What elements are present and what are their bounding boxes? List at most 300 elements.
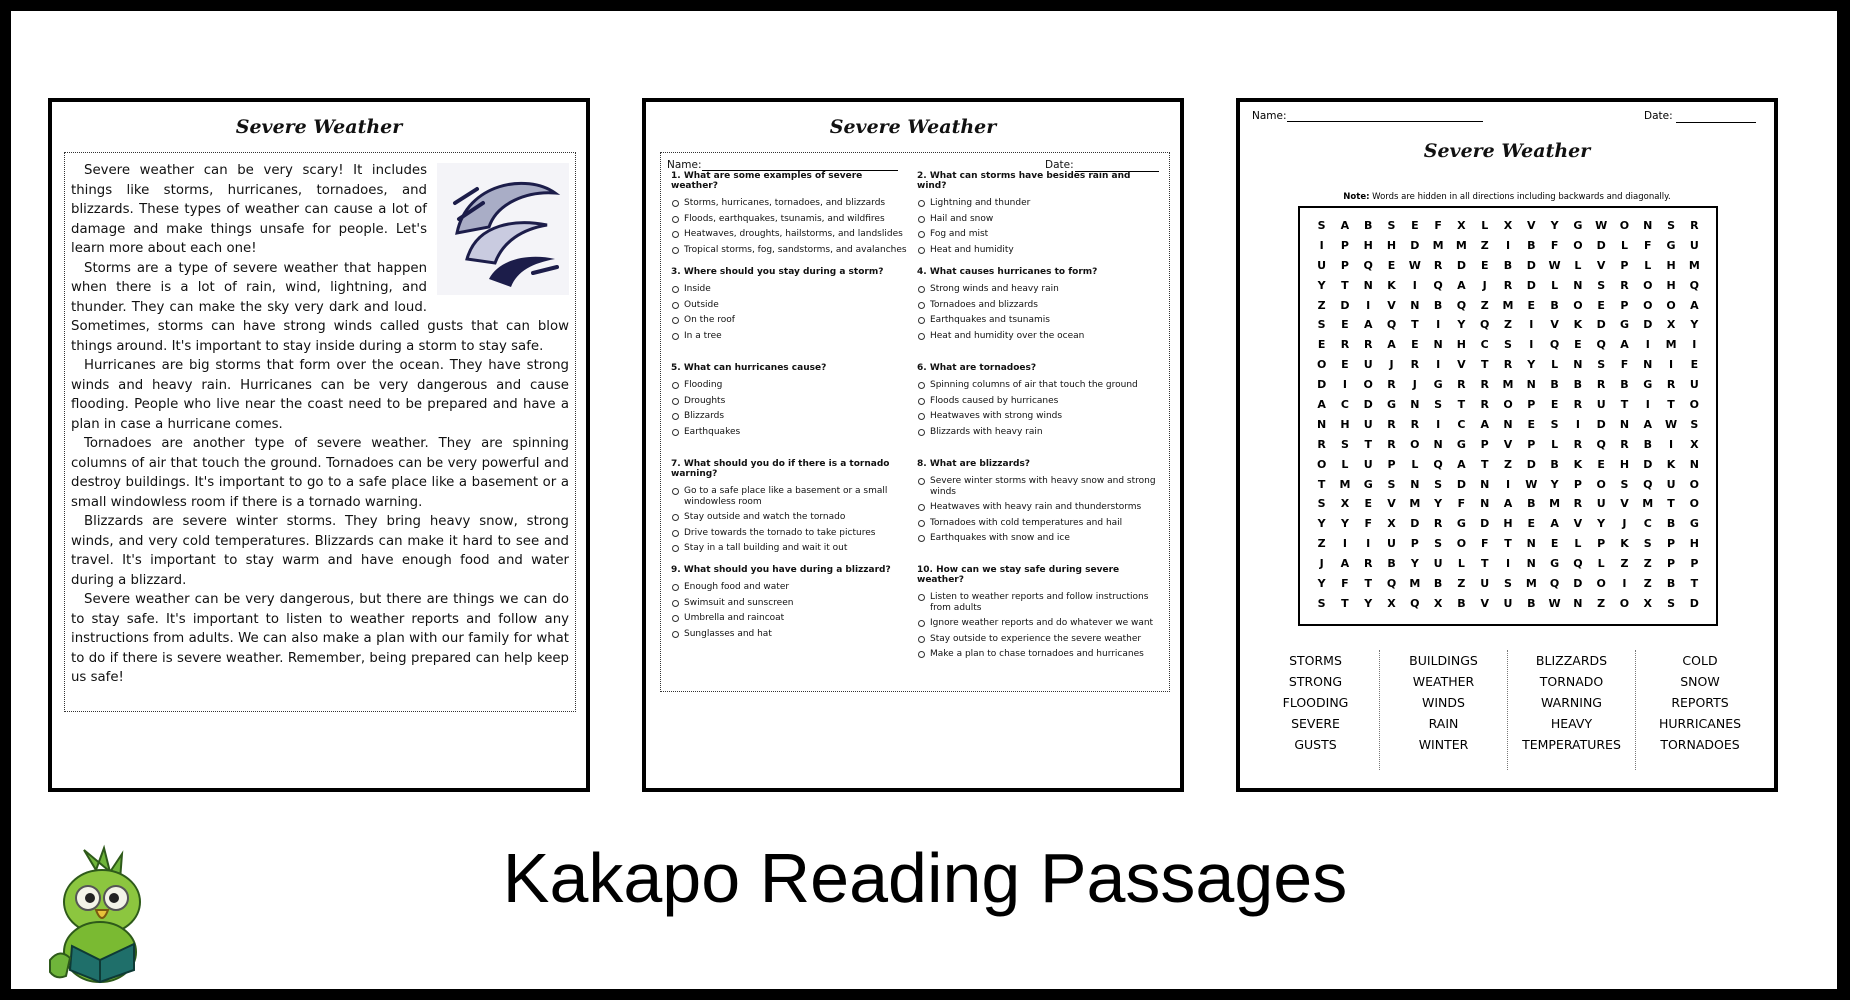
grid-letter[interactable]: E: [1527, 298, 1536, 312]
grid-letter[interactable]: H: [1619, 457, 1630, 471]
grid-letter[interactable]: I: [1412, 278, 1417, 292]
name-line[interactable]: [1287, 121, 1483, 122]
grid-letter[interactable]: F: [1480, 537, 1489, 551]
grid-letter[interactable]: Y: [1690, 318, 1699, 332]
grid-letter[interactable]: R: [1596, 378, 1606, 392]
grid-letter[interactable]: S: [1317, 318, 1326, 332]
grid-letter[interactable]: Y: [1457, 318, 1466, 332]
grid-letter[interactable]: T: [1480, 557, 1489, 571]
grid-letter[interactable]: H: [1386, 238, 1397, 252]
grid-letter[interactable]: L: [1551, 437, 1559, 451]
grid-letter[interactable]: P: [1527, 437, 1536, 451]
grid-letter[interactable]: N: [1526, 537, 1536, 551]
answer-option[interactable]: Make a plan to chase tornadoes and hurricanes: [917, 649, 1157, 660]
grid-letter[interactable]: W: [1525, 477, 1538, 491]
grid-letter[interactable]: M: [1688, 258, 1700, 272]
grid-letter[interactable]: R: [1573, 398, 1583, 412]
grid-letter[interactable]: A: [1317, 398, 1326, 412]
grid-letter[interactable]: U: [1363, 417, 1373, 431]
grid-letter[interactable]: Q: [1433, 457, 1443, 471]
grid-letter[interactable]: Y: [1364, 596, 1373, 610]
grid-letter[interactable]: S: [1643, 537, 1652, 551]
grid-letter[interactable]: I: [1645, 338, 1650, 352]
grid-letter[interactable]: U: [1363, 358, 1373, 372]
grid-letter[interactable]: G: [1573, 219, 1583, 232]
grid-letter[interactable]: V: [1527, 219, 1536, 232]
grid-letter[interactable]: Q: [1456, 298, 1467, 312]
grid-letter[interactable]: I: [1319, 238, 1324, 252]
grid-letter[interactable]: K: [1573, 318, 1583, 332]
grid-letter[interactable]: M: [1339, 477, 1351, 491]
grid-letter[interactable]: Q: [1643, 477, 1653, 491]
answer-option[interactable]: Listen to weather reports and follow instructions from adults: [917, 592, 1157, 613]
grid-letter[interactable]: B: [1527, 238, 1536, 252]
grid-letter[interactable]: A: [1457, 457, 1466, 471]
grid-letter[interactable]: O: [1573, 298, 1583, 312]
grid-letter[interactable]: O: [1689, 477, 1700, 491]
grid-letter[interactable]: P: [1620, 298, 1629, 312]
grid-letter[interactable]: Z: [1317, 298, 1326, 312]
grid-letter[interactable]: B: [1550, 457, 1559, 471]
grid-letter[interactable]: F: [1434, 219, 1442, 232]
grid-letter[interactable]: D: [1573, 577, 1583, 591]
answer-option[interactable]: Inside: [671, 284, 911, 295]
grid-letter[interactable]: G: [1643, 378, 1653, 392]
grid-letter[interactable]: D: [1643, 318, 1653, 332]
grid-letter[interactable]: M: [1455, 238, 1467, 252]
grid-letter[interactable]: E: [1364, 497, 1372, 511]
grid-letter[interactable]: A: [1387, 338, 1396, 352]
answer-option[interactable]: Severe winter storms with heavy snow and strong winds: [917, 476, 1157, 497]
grid-letter[interactable]: O: [1689, 398, 1700, 412]
answer-option[interactable]: In a tree: [671, 331, 911, 342]
grid-letter[interactable]: X: [1457, 219, 1466, 232]
grid-letter[interactable]: H: [1340, 417, 1350, 431]
grid-letter[interactable]: N: [1410, 398, 1420, 412]
grid-letter[interactable]: X: [1503, 219, 1513, 232]
grid-letter[interactable]: I: [1505, 557, 1511, 571]
grid-letter[interactable]: X: [1433, 596, 1443, 610]
grid-letter[interactable]: O: [1596, 577, 1606, 591]
grid-letter[interactable]: V: [1596, 258, 1606, 272]
grid-letter[interactable]: N: [1433, 338, 1443, 352]
grid-letter[interactable]: E: [1411, 219, 1419, 232]
grid-letter[interactable]: V: [1387, 298, 1396, 312]
answer-option[interactable]: Floods, earthquakes, tsunamis, and wildfires: [671, 214, 911, 225]
grid-letter[interactable]: C: [1643, 517, 1652, 531]
grid-letter[interactable]: I: [1622, 577, 1627, 591]
grid-letter[interactable]: E: [1527, 417, 1536, 431]
grid-letter[interactable]: U: [1666, 477, 1676, 491]
grid-letter[interactable]: X: [1387, 517, 1396, 531]
grid-letter[interactable]: S: [1620, 477, 1629, 491]
grid-letter[interactable]: T: [1364, 437, 1372, 451]
grid-letter[interactable]: Y: [1550, 477, 1559, 491]
grid-letter[interactable]: X: [1666, 318, 1676, 332]
grid-letter[interactable]: O: [1363, 378, 1373, 392]
grid-letter[interactable]: R: [1690, 219, 1699, 232]
grid-letter[interactable]: K: [1620, 537, 1629, 551]
grid-letter[interactable]: F: [1620, 358, 1629, 372]
grid-letter[interactable]: B: [1527, 497, 1536, 511]
grid-letter[interactable]: R: [1387, 378, 1396, 392]
grid-letter[interactable]: V: [1620, 497, 1629, 511]
grid-letter[interactable]: M: [1409, 577, 1421, 591]
grid-letter[interactable]: B: [1573, 378, 1583, 392]
grid-letter[interactable]: G: [1689, 517, 1699, 531]
grid-letter[interactable]: P: [1620, 258, 1629, 272]
grid-letter[interactable]: Q: [1596, 338, 1606, 352]
grid-letter[interactable]: Z: [1643, 577, 1652, 591]
grid-letter[interactable]: F: [1341, 577, 1349, 591]
answer-option[interactable]: Stay in a tall building and wait it out: [671, 543, 911, 554]
grid-letter[interactable]: Y: [1410, 557, 1419, 571]
grid-letter[interactable]: R: [1363, 557, 1373, 571]
grid-letter[interactable]: D: [1526, 278, 1536, 292]
grid-letter[interactable]: G: [1550, 557, 1560, 571]
grid-letter[interactable]: R: [1410, 358, 1420, 372]
grid-letter[interactable]: K: [1387, 278, 1396, 292]
grid-letter[interactable]: K: [1573, 457, 1583, 471]
grid-letter[interactable]: B: [1457, 596, 1466, 610]
answer-option[interactable]: Earthquakes: [671, 427, 911, 438]
grid-letter[interactable]: O: [1666, 298, 1676, 312]
grid-letter[interactable]: S: [1690, 417, 1699, 431]
grid-letter[interactable]: O: [1643, 298, 1653, 312]
grid-letter[interactable]: L: [1551, 358, 1559, 372]
grid-letter[interactable]: V: [1550, 318, 1559, 332]
grid-letter[interactable]: N: [1503, 417, 1513, 431]
answer-option[interactable]: Blizzards: [671, 411, 911, 422]
grid-letter[interactable]: N: [1573, 358, 1583, 372]
grid-letter[interactable]: L: [1341, 457, 1349, 471]
grid-letter[interactable]: X: [1690, 437, 1699, 451]
grid-letter[interactable]: S: [1434, 398, 1443, 412]
grid-letter[interactable]: N: [1643, 358, 1653, 372]
grid-letter[interactable]: B: [1503, 258, 1513, 272]
grid-letter[interactable]: D: [1456, 258, 1466, 272]
grid-letter[interactable]: R: [1480, 398, 1489, 412]
grid-letter[interactable]: A: [1690, 298, 1699, 312]
grid-letter[interactable]: E: [1574, 338, 1582, 352]
grid-letter[interactable]: Y: [1527, 358, 1536, 372]
answer-option[interactable]: Storms, hurricanes, tornadoes, and blizzards: [671, 198, 911, 209]
grid-letter[interactable]: T: [1411, 318, 1419, 332]
grid-letter[interactable]: U: [1596, 497, 1606, 511]
grid-letter[interactable]: T: [1317, 477, 1326, 491]
grid-letter[interactable]: N: [1433, 437, 1443, 451]
grid-letter[interactable]: R: [1317, 437, 1326, 451]
grid-letter[interactable]: Q: [1433, 278, 1443, 292]
grid-letter[interactable]: B: [1527, 596, 1536, 610]
grid-letter[interactable]: O: [1619, 219, 1630, 232]
grid-letter[interactable]: E: [1480, 258, 1489, 272]
grid-letter[interactable]: R: [1387, 417, 1396, 431]
grid-letter[interactable]: B: [1643, 437, 1652, 451]
grid-letter[interactable]: Z: [1643, 557, 1652, 571]
grid-letter[interactable]: D: [1340, 298, 1350, 312]
grid-letter[interactable]: V: [1573, 517, 1583, 531]
grid-letter[interactable]: I: [1436, 358, 1441, 372]
grid-letter[interactable]: P: [1340, 258, 1349, 272]
answer-option[interactable]: Ignore weather reports and do whatever we want: [917, 618, 1157, 629]
grid-letter[interactable]: Z: [1317, 537, 1326, 551]
answer-option[interactable]: Outside: [671, 300, 911, 311]
grid-letter[interactable]: G: [1433, 378, 1443, 392]
grid-letter[interactable]: U: [1596, 398, 1606, 412]
answer-option[interactable]: Tornadoes with cold temperatures and hail: [917, 518, 1157, 529]
grid-letter[interactable]: L: [1481, 219, 1489, 232]
answer-option[interactable]: Fog and mist: [917, 229, 1157, 240]
grid-letter[interactable]: C: [1340, 398, 1349, 412]
grid-letter[interactable]: F: [1457, 497, 1466, 511]
grid-letter[interactable]: P: [1527, 398, 1536, 412]
grid-letter[interactable]: R: [1573, 437, 1583, 451]
grid-letter[interactable]: H: [1456, 338, 1466, 352]
grid-letter[interactable]: R: [1433, 258, 1443, 272]
grid-letter[interactable]: H: [1503, 517, 1513, 531]
answer-option[interactable]: Spinning columns of air that touch the ground: [917, 380, 1157, 391]
grid-letter[interactable]: U: [1363, 457, 1373, 471]
grid-letter[interactable]: O: [1689, 497, 1700, 511]
grid-letter[interactable]: A: [1457, 278, 1466, 292]
grid-letter[interactable]: I: [1505, 477, 1511, 491]
grid-letter[interactable]: V: [1503, 437, 1513, 451]
grid-letter[interactable]: U: [1387, 537, 1396, 551]
grid-letter[interactable]: D: [1363, 398, 1373, 412]
grid-letter[interactable]: D: [1317, 378, 1327, 392]
grid-letter[interactable]: U: [1480, 577, 1490, 591]
grid-letter[interactable]: G: [1619, 318, 1629, 332]
grid-letter[interactable]: P: [1667, 537, 1676, 551]
grid-letter[interactable]: T: [1341, 596, 1349, 610]
grid-letter[interactable]: G: [1363, 477, 1373, 491]
grid-letter[interactable]: T: [1480, 358, 1489, 372]
grid-letter[interactable]: N: [1643, 219, 1653, 232]
grid-letter[interactable]: P: [1410, 537, 1419, 551]
grid-letter[interactable]: D: [1410, 517, 1420, 531]
grid-letter[interactable]: B: [1666, 517, 1676, 531]
grid-letter[interactable]: Y: [1597, 517, 1606, 531]
grid-letter[interactable]: N: [1410, 477, 1420, 491]
grid-letter[interactable]: J: [1482, 278, 1487, 292]
grid-letter[interactable]: R: [1340, 338, 1350, 352]
grid-letter[interactable]: V: [1480, 596, 1489, 610]
grid-letter[interactable]: W: [1548, 596, 1561, 610]
grid-letter[interactable]: C: [1457, 417, 1466, 431]
grid-letter[interactable]: R: [1666, 378, 1676, 392]
grid-letter[interactable]: S: [1317, 596, 1326, 610]
grid-letter[interactable]: X: [1643, 596, 1652, 610]
answer-option[interactable]: Heatwaves, droughts, hailstorms, and landslides: [671, 229, 911, 240]
grid-letter[interactable]: R: [1457, 378, 1466, 392]
grid-letter[interactable]: J: [1319, 557, 1324, 571]
grid-letter[interactable]: B: [1433, 577, 1443, 591]
grid-letter[interactable]: S: [1504, 577, 1512, 591]
grid-letter[interactable]: B: [1550, 378, 1559, 392]
grid-letter[interactable]: Y: [1317, 517, 1326, 531]
answer-option[interactable]: Drive towards the tornado to take pictures: [671, 528, 911, 539]
answer-option[interactable]: Go to a safe place like a basement or a small windowless room: [671, 486, 911, 507]
grid-letter[interactable]: N: [1410, 298, 1420, 312]
grid-letter[interactable]: A: [1480, 417, 1489, 431]
answer-option[interactable]: Tropical storms, fog, sandstorms, and avalanches: [671, 245, 911, 256]
grid-letter[interactable]: R: [1503, 278, 1513, 292]
answer-option[interactable]: Flooding: [671, 380, 911, 391]
grid-letter[interactable]: M: [1432, 238, 1444, 252]
grid-letter[interactable]: T: [1690, 577, 1699, 591]
grid-letter[interactable]: I: [1436, 318, 1441, 332]
answer-option[interactable]: Heat and humidity: [917, 245, 1157, 256]
grid-letter[interactable]: Q: [1549, 577, 1560, 591]
grid-letter[interactable]: L: [1411, 457, 1419, 471]
grid-letter[interactable]: Q: [1689, 278, 1700, 292]
grid-letter[interactable]: N: [1573, 278, 1583, 292]
grid-letter[interactable]: M: [1665, 338, 1677, 352]
grid-letter[interactable]: N: [1317, 417, 1327, 431]
grid-letter[interactable]: T: [1480, 457, 1489, 471]
grid-letter[interactable]: L: [1551, 278, 1559, 292]
grid-letter[interactable]: R: [1480, 378, 1489, 392]
grid-letter[interactable]: D: [1596, 318, 1606, 332]
grid-letter[interactable]: W: [1595, 219, 1608, 232]
grid-letter[interactable]: S: [1387, 219, 1396, 232]
grid-letter[interactable]: H: [1666, 258, 1676, 272]
answer-option[interactable]: Stay outside to experience the severe weather: [917, 634, 1157, 645]
grid-letter[interactable]: D: [1480, 517, 1490, 531]
grid-letter[interactable]: L: [1574, 537, 1582, 551]
grid-letter[interactable]: B: [1550, 298, 1559, 312]
grid-letter[interactable]: F: [1644, 238, 1652, 252]
grid-letter[interactable]: Q: [1386, 577, 1397, 591]
grid-letter[interactable]: S: [1317, 497, 1326, 511]
grid-letter[interactable]: P: [1690, 557, 1699, 571]
grid-letter[interactable]: L: [1574, 258, 1582, 272]
grid-letter[interactable]: M: [1549, 497, 1561, 511]
grid-letter[interactable]: X: [1387, 596, 1396, 610]
grid-letter[interactable]: Q: [1386, 318, 1397, 332]
grid-letter[interactable]: L: [1644, 258, 1652, 272]
grid-letter[interactable]: O: [1410, 437, 1420, 451]
grid-letter[interactable]: Y: [1434, 497, 1443, 511]
answer-option[interactable]: Earthquakes with snow and ice: [917, 533, 1157, 544]
grid-letter[interactable]: Y: [1340, 517, 1349, 531]
grid-letter[interactable]: D: [1456, 477, 1466, 491]
grid-letter[interactable]: S: [1317, 219, 1326, 232]
answer-option[interactable]: Heatwaves with heavy rain and thunderstorms: [917, 502, 1157, 513]
grid-letter[interactable]: W: [1548, 258, 1561, 272]
grid-letter[interactable]: Z: [1457, 577, 1466, 591]
grid-letter[interactable]: J: [1622, 517, 1627, 531]
grid-letter[interactable]: F: [1550, 238, 1559, 252]
grid-letter[interactable]: T: [1667, 497, 1675, 511]
answer-option[interactable]: Strong winds and heavy rain: [917, 284, 1157, 295]
grid-letter[interactable]: B: [1364, 219, 1373, 232]
grid-letter[interactable]: I: [1342, 378, 1347, 392]
grid-letter[interactable]: Q: [1596, 437, 1606, 451]
grid-letter[interactable]: S: [1340, 437, 1349, 451]
answer-option[interactable]: Hail and snow: [917, 214, 1157, 225]
grid-letter[interactable]: B: [1620, 378, 1629, 392]
grid-letter[interactable]: G: [1666, 238, 1676, 252]
grid-letter[interactable]: Q: [1573, 557, 1583, 571]
grid-letter[interactable]: P: [1387, 457, 1396, 471]
grid-letter[interactable]: E: [1550, 398, 1559, 412]
answer-option[interactable]: Tornadoes and blizzards: [917, 300, 1157, 311]
grid-letter[interactable]: W: [1408, 258, 1421, 272]
grid-letter[interactable]: S: [1597, 358, 1606, 372]
grid-letter[interactable]: I: [1366, 298, 1371, 312]
grid-letter[interactable]: S: [1667, 596, 1676, 610]
grid-letter[interactable]: Y: [1317, 278, 1326, 292]
grid-letter[interactable]: O: [1456, 537, 1467, 551]
grid-letter[interactable]: R: [1363, 338, 1373, 352]
grid-letter[interactable]: N: [1363, 278, 1373, 292]
grid-letter[interactable]: N: [1480, 477, 1490, 491]
grid-letter[interactable]: R: [1433, 517, 1443, 531]
grid-letter[interactable]: I: [1692, 338, 1697, 352]
grid-letter[interactable]: R: [1573, 497, 1583, 511]
date-line[interactable]: [1676, 122, 1756, 123]
grid-letter[interactable]: M: [1409, 497, 1421, 511]
grid-letter[interactable]: T: [1504, 537, 1512, 551]
grid-letter[interactable]: A: [1620, 338, 1629, 352]
grid-letter[interactable]: O: [1316, 358, 1327, 372]
grid-letter[interactable]: M: [1502, 378, 1514, 392]
grid-letter[interactable]: E: [1387, 258, 1396, 272]
grid-letter[interactable]: I: [1505, 238, 1511, 252]
grid-letter[interactable]: I: [1529, 318, 1534, 332]
answer-option[interactable]: Sunglasses and hat: [671, 629, 911, 640]
grid-letter[interactable]: E: [1527, 517, 1536, 531]
grid-letter[interactable]: D: [1526, 258, 1536, 272]
grid-letter[interactable]: U: [1689, 238, 1699, 252]
grid-letter[interactable]: E: [1411, 338, 1419, 352]
grid-letter[interactable]: Q: [1480, 318, 1490, 332]
grid-letter[interactable]: U: [1503, 596, 1513, 610]
answer-option[interactable]: On the roof: [671, 315, 911, 326]
answer-option[interactable]: Blizzards with heavy rain: [917, 427, 1157, 438]
grid-letter[interactable]: E: [1317, 338, 1326, 352]
answer-option[interactable]: Stay outside and watch the tornado: [671, 512, 911, 523]
grid-letter[interactable]: S: [1504, 338, 1512, 352]
grid-letter[interactable]: C: [1480, 338, 1489, 352]
grid-letter[interactable]: H: [1689, 537, 1699, 551]
grid-letter[interactable]: R: [1410, 417, 1420, 431]
grid-letter[interactable]: Q: [1549, 338, 1560, 352]
grid-letter[interactable]: E: [1597, 457, 1605, 471]
grid-letter[interactable]: I: [1342, 537, 1347, 551]
grid-letter[interactable]: Z: [1480, 238, 1489, 252]
grid-letter[interactable]: E: [1341, 318, 1349, 332]
grid-letter[interactable]: O: [1503, 398, 1513, 412]
grid-letter[interactable]: O: [1643, 278, 1653, 292]
grid-letter[interactable]: E: [1341, 358, 1349, 372]
grid-letter[interactable]: E: [1597, 298, 1605, 312]
grid-letter[interactable]: U: [1689, 378, 1699, 392]
grid-letter[interactable]: I: [1575, 417, 1580, 431]
grid-letter[interactable]: W: [1664, 417, 1678, 431]
grid-letter[interactable]: X: [1340, 497, 1350, 511]
grid-letter[interactable]: O: [1619, 596, 1630, 610]
grid-letter[interactable]: S: [1434, 537, 1443, 551]
grid-letter[interactable]: O: [1573, 238, 1583, 252]
grid-letter[interactable]: S: [1597, 278, 1606, 292]
grid-letter[interactable]: T: [1341, 278, 1349, 292]
grid-letter[interactable]: A: [1340, 219, 1350, 232]
grid-letter[interactable]: D: [1689, 596, 1699, 610]
grid-letter[interactable]: L: [1457, 557, 1465, 571]
